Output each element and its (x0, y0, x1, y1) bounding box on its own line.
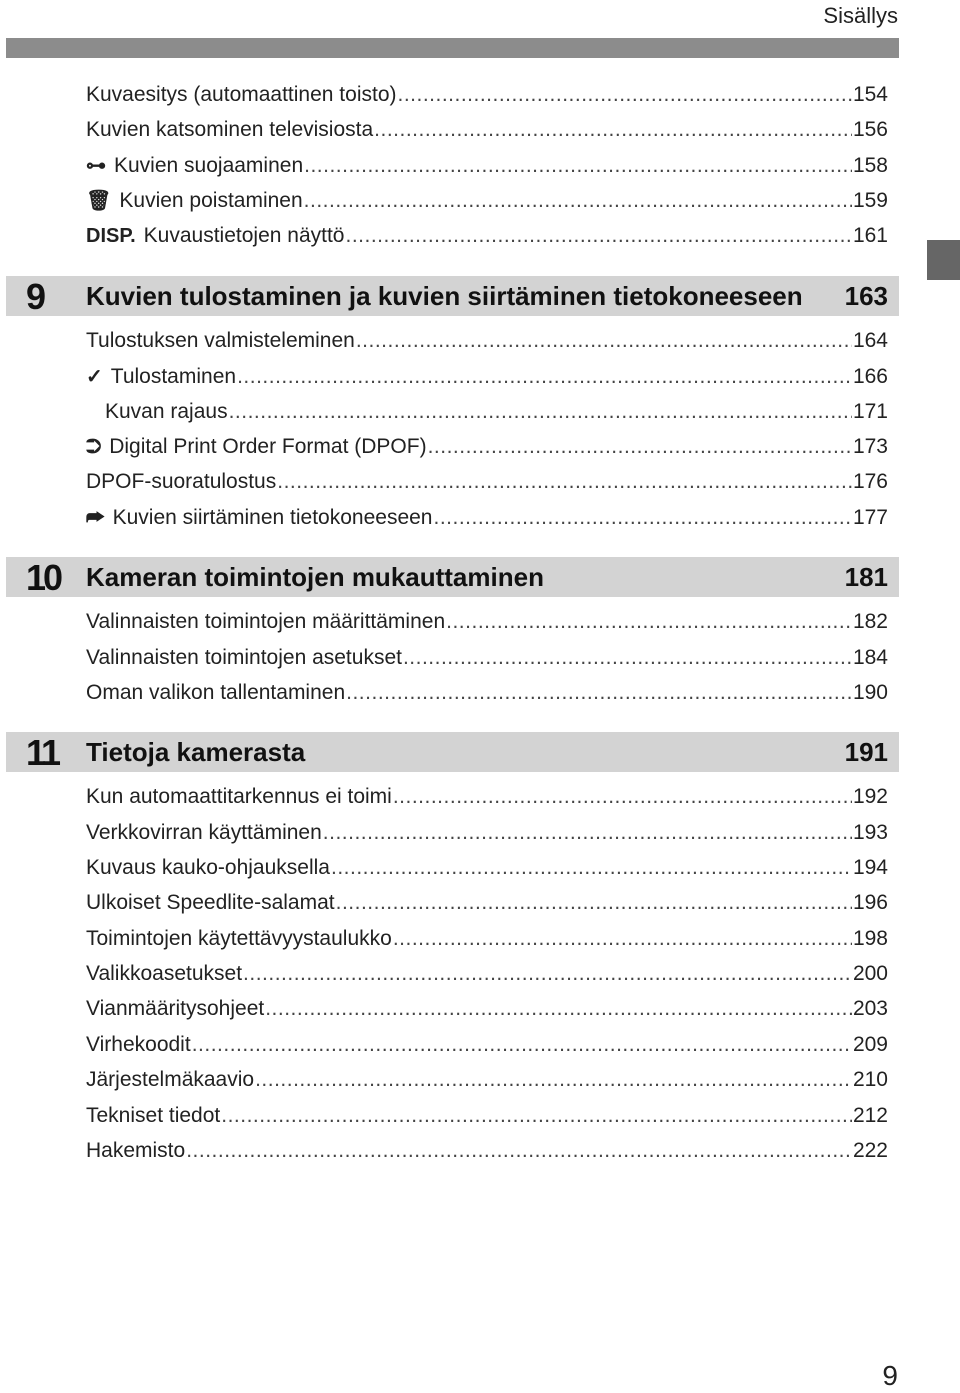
toc-entry[interactable] (86, 503, 888, 533)
dot-leader (434, 503, 852, 533)
toc-entry-page: 194 (852, 856, 888, 879)
section-title: Sisällys (823, 3, 898, 28)
toc-entry[interactable] (86, 1136, 888, 1166)
dot-leader (398, 80, 852, 110)
chapter-side-tab (927, 240, 960, 280)
toc-entry-page: 156 (852, 118, 888, 141)
toc-entry-title: Järjestelmäkaavio (86, 1068, 255, 1091)
chapter-title: Kameran toimintojen mukauttaminen (86, 562, 544, 592)
toc-entry-title: Verkkovirran käyttäminen (86, 821, 322, 844)
dot-leader (229, 397, 852, 427)
chapter-number: 10 (26, 557, 61, 598)
toc-entry-page: 192 (852, 785, 888, 808)
toc-entry[interactable] (86, 326, 888, 356)
toc-entry-page: 164 (852, 329, 888, 352)
dot-leader (304, 186, 852, 216)
dot-leader (255, 1065, 852, 1095)
chapter-title: Kuvien tulostaminen ja kuvien siirtäminen tietokoneeseen (86, 281, 803, 311)
toc-entry-title: Tulostuksen valmisteleminen (86, 329, 355, 352)
toc-entry[interactable] (86, 678, 888, 708)
chapter-heading[interactable] (6, 557, 899, 597)
toc-entry[interactable] (86, 782, 888, 812)
dot-leader (374, 115, 852, 145)
chapter-number: 11 (26, 732, 59, 773)
toc-entry[interactable] (86, 467, 888, 497)
toc-entry-title: Vianmääritysohjeet (86, 997, 265, 1020)
dot-leader (186, 1136, 852, 1166)
toc-entry[interactable] (86, 959, 888, 989)
toc-entry-page: 184 (852, 646, 888, 669)
toc-entry-title: Kuvaesitys (automaattinen toisto) (86, 83, 397, 106)
dot-leader (393, 924, 852, 954)
toc-entry-title: Ulkoiset Speedlite-salamat (86, 891, 335, 914)
dpof-icon: ⮊ (86, 436, 102, 458)
dot-leader (323, 818, 852, 848)
chapter-page: 163 (844, 281, 888, 311)
toc-entry-title: Kuvien suojaaminen (114, 154, 304, 177)
toc-entry-page: 200 (852, 962, 888, 985)
toc-entry-page: 171 (852, 400, 888, 423)
toc-entry-title: Valinnaisten toimintojen määrittäminen (86, 610, 446, 633)
toc-entry-title: Kuvien katsominen televisiosta (86, 118, 374, 141)
toc-entry[interactable] (86, 221, 888, 251)
toc-entry-title: Virhekoodit (86, 1033, 191, 1056)
toc-entry-page: 166 (852, 365, 888, 388)
transfer-icon: ⮫ (86, 507, 105, 529)
toc-entry[interactable] (86, 151, 888, 181)
toc-entry-page: 193 (852, 821, 888, 844)
toc-entry-title: DPOF-suoratulostus (86, 470, 277, 493)
toc-entry[interactable] (86, 115, 888, 145)
toc-entry-page: 190 (852, 681, 888, 704)
toc-entry[interactable] (86, 924, 888, 954)
toc-entry-title: Valikkoasetukset (86, 962, 243, 985)
toc-entry-page: 159 (852, 189, 888, 212)
dot-leader (345, 221, 851, 251)
chapter-number: 9 (26, 276, 44, 317)
toc-entry[interactable] (86, 362, 888, 392)
toc-entry-title: Kuvien poistaminen (119, 189, 303, 212)
toc-entry-title: Kuvan rajaus (105, 400, 228, 423)
toc-entry-page: 161 (852, 224, 888, 247)
dot-leader (446, 607, 852, 637)
toc-entry-page: 203 (852, 997, 888, 1020)
toc-entry-page: 210 (852, 1068, 888, 1091)
dot-leader (331, 853, 852, 883)
toc-entry[interactable] (86, 432, 888, 462)
dot-leader (221, 1101, 852, 1131)
toc-entry[interactable] (86, 853, 888, 883)
toc-entry-title: Oman valikon tallentaminen (86, 681, 346, 704)
page-number: 9 (882, 1360, 898, 1391)
toc-entry-title: Kuvaus kauko-ohjauksella (86, 856, 330, 879)
chapter-page: 191 (844, 737, 888, 767)
toc-entry[interactable] (86, 643, 888, 673)
dot-leader (192, 1030, 852, 1060)
disp-icon: DISP. (86, 225, 136, 247)
toc-entry[interactable] (86, 994, 888, 1024)
toc-entry-title: Tulostaminen (110, 365, 237, 388)
toc-entry-page: 222 (852, 1139, 888, 1162)
dot-leader (336, 888, 852, 918)
toc-entry[interactable] (86, 1065, 888, 1095)
toc-entry-page: 196 (852, 891, 888, 914)
toc-entry-page: 182 (852, 610, 888, 633)
toc-entry-page: 198 (852, 927, 888, 950)
toc-entry-page: 177 (852, 506, 888, 529)
toc-entry-page: 209 (852, 1033, 888, 1056)
toc-entry-title: Tekniset tiedot (86, 1104, 221, 1127)
toc-entry-page: 176 (852, 470, 888, 493)
dot-leader (243, 959, 852, 989)
toc-entry[interactable] (86, 607, 888, 637)
chapter-heading[interactable] (6, 276, 899, 316)
dot-leader (265, 994, 852, 1024)
toc-entry[interactable] (86, 80, 888, 110)
toc-entry[interactable] (86, 818, 888, 848)
chapter-heading[interactable] (6, 732, 899, 772)
toc-entry-page: 173 (852, 435, 888, 458)
protect-key-icon: ⊶ (86, 155, 106, 177)
dot-leader (346, 678, 852, 708)
direct-print-icon: ✓ (86, 366, 103, 388)
dot-leader (356, 326, 852, 356)
dot-leader (428, 432, 852, 462)
header-rule (6, 38, 899, 58)
toc-entry[interactable] (86, 888, 888, 918)
toc-entry-title: Kun automaattitarkennus ei toimi (86, 785, 392, 808)
toc-entry-page: 212 (852, 1104, 888, 1127)
toc-entry-title: Kuvien siirtäminen tietokoneeseen (112, 506, 433, 529)
toc-entry-title: Valinnaisten toimintojen asetukset (86, 646, 402, 669)
toc-entry[interactable] (105, 397, 888, 427)
toc-entry[interactable] (86, 186, 888, 216)
dot-leader (304, 151, 852, 181)
toc-entry-title: Hakemisto (86, 1139, 186, 1162)
dot-leader (277, 467, 852, 497)
chapter-page: 181 (844, 562, 888, 592)
toc-entry-title: Digital Print Order Format (DPOF) (109, 435, 427, 458)
toc-entry-title: Kuvaustietojen näyttö (143, 224, 345, 247)
chapter-title: Tietoja kamerasta (86, 737, 306, 767)
dot-leader (403, 643, 852, 673)
dot-leader (237, 362, 852, 392)
toc-entry[interactable] (86, 1030, 888, 1060)
trash-icon: 🗑 (86, 190, 112, 212)
toc-entry-title: Toimintojen käytettävyystaulukko (86, 927, 392, 950)
toc-entry-page: 154 (852, 83, 888, 106)
dot-leader (393, 782, 852, 812)
toc-entry-page: 158 (852, 154, 888, 177)
toc-entry[interactable] (86, 1101, 888, 1131)
